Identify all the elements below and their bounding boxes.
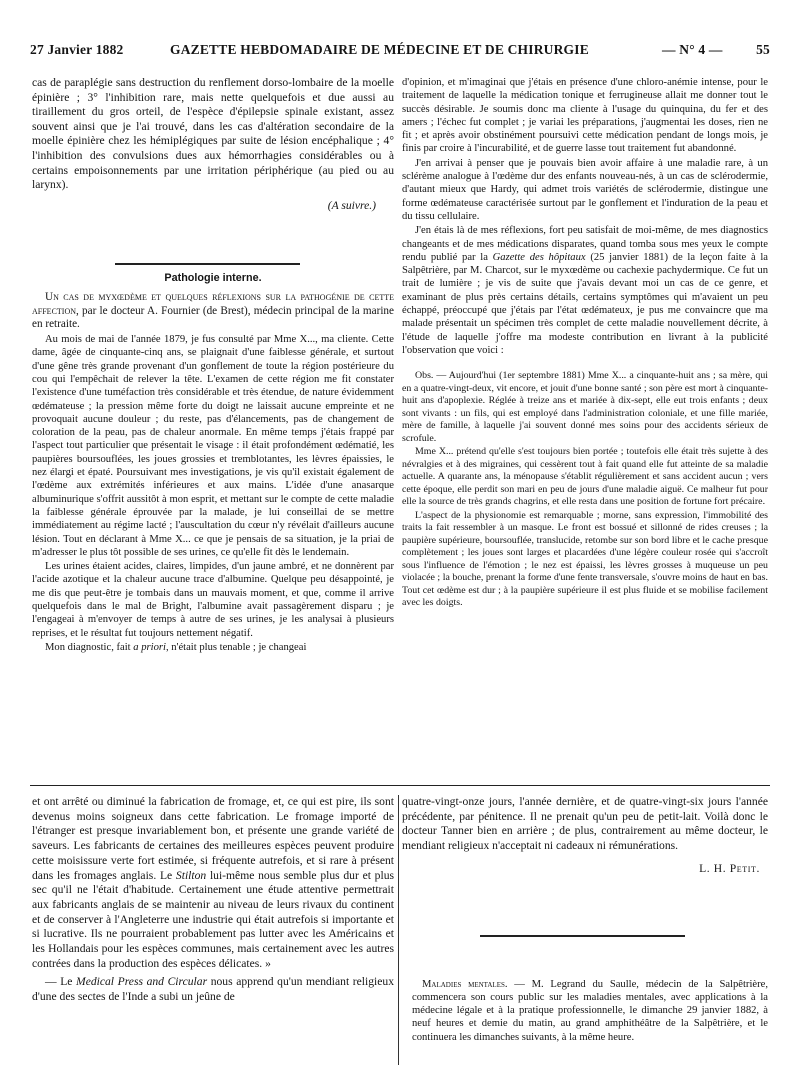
header-issue-number: — N° 4 — <box>662 42 723 57</box>
section-divider <box>115 263 300 265</box>
observation-paragraph-1: Obs. — Aujourd'hui (1er septembre 1881) Mme X... a cinquante-huit ans ; sa mère, qui en a quatre-vingt-deux, vit encore, et jouit d'une bonne santé ; son père est mort à cinquante-huit ans d'apoplexie. Réglée à treize ans et mariée à dix-sept, elle eut trois enfants ; deux sont vivants : un fils, qui est employé dans l'administration coloniale, et une fille mariée, mère de famille, à laquelle j'ai souvent donné mes soins pour des accidents sérieux de scrofule. <box>402 370 768 444</box>
article-author: par le docteur A. Fournier (de Brest), médecin principal de la marine en retraite. <box>32 304 394 331</box>
left-column-bottom <box>32 795 394 1006</box>
right-column-bottom <box>402 795 768 877</box>
header-date: 27 Janvier 1882 <box>30 42 124 57</box>
paragraph-text: Mon diagnostic, fait <box>45 641 134 653</box>
author-signature: L. H. Petit. <box>699 861 760 875</box>
paragraph-text: — Le <box>45 975 77 989</box>
header-title: GAZETTE HEBDOMADAIRE DE MÉDECINE ET DE CHIRURGIE <box>170 42 589 57</box>
article-paragraph-2: Les urines étaient acides, claires, limpides, d'un jaune ambré, et ne donnèrent par l'acide azotique et la chaleur aucune trace d'albumine. Quelque peu désappointé, je me dis que peut-être je tombais dans un mauvais moment, et que, comme il arrive quelquefois dans le mal de Bright, l'albumine avait passagèrement disparu ; je l'engageai à m'envoyer de temps à autre de ses urines, je les analysai à plusieurs reprises, et le résultat fut toujours nettement négatif. <box>32 561 394 639</box>
page-divider <box>30 785 770 786</box>
paragraph-text: , n'était plus tenable ; je changeai <box>165 641 307 653</box>
running-header <box>30 40 770 62</box>
news-item-label: Maladies mentales. <box>422 978 508 990</box>
paragraph-text: nous apprend qu'un mendiant religieux d'une des sectes de l'Inde a subi un jeûne de <box>32 975 394 1004</box>
article-paragraph-5: J'en arrivai à penser que je pouvais bien avoir affaire à une maladie rare, à un sclérème analogue à l'œdème dur des enfants nouveau-nés, à un cas de sclérodermie, d'autant mieux que Hardy, qui admet trois variétés de sclérodermie, distingue une forme œdémateuse caractérisée surtout par le gonflement et l'induration de la peau et du tissu cellulaire. <box>402 157 768 222</box>
right-column-top <box>402 76 768 611</box>
journal-title: Medical Press and Circular <box>76 975 208 989</box>
news-item-maladies-mentales <box>412 978 768 1044</box>
article-paragraph-1: Au mois de mai de l'année 1879, je fus consulté par Mme X..., ma cliente. Cette dame, âgée de cinquante-cinq ans, se plaignait d'une faiblesse générale, et surtout d'une gêne très grande provenant d'un gonflement de toute la région postérieure du cou qui l'empêchait de relever la tête. L'examen de cette région me fit constater l'existence d'une tuméfaction très considérable et très étendue, de nature évidemment œdémateuse ; la pression même forte du doigt ne laissait aucune empreinte et ne provoquait aucune douleur ; du reste, pas d'élancements, pas de changement de coloration de la peau, pas de chaleur anormale. En même temps j'étais frappé par l'aspect tout particulier que présentait le visage : il était profondément œdématié, les paupières boursouflées, les joues grossies et tremblotantes, les lèvres épaissies, le nez élargi et épaté. Poursuivant mes investigations, je vis qu'il existait également de l'œdème aux extrémités inférieures et aux mains. L'idée d'une anasarque albuminurique s'offrit aussitôt à mon esprit, et mettant sur le compte de cette maladie la faiblesse générale éprouvée par la malade, je lui conseillai de se mettre immédiatement au régime lacté ; l'auscultation du cœur n'y révélait d'ailleurs aucune lésion. Tout en déclarant à Mme X... ce que je pensais de sa situation, je la priai de m'adresser le plus tôt possible de ses urines, ce qu'elle fit dès le lendemain. <box>32 334 394 558</box>
italic-text: a priori <box>133 641 166 653</box>
article-title-main: Un cas de myxœdème et quelques réflexions sur la pathogénie de cette affection, <box>32 291 394 317</box>
header-page-number: 55 <box>756 42 770 57</box>
left-column-article <box>32 272 394 655</box>
article-paragraph-3 <box>32 641 394 654</box>
column-divider <box>398 795 399 1065</box>
observation-block <box>402 370 768 610</box>
article-paragraph-6 <box>402 224 768 357</box>
italic-text: Stilton <box>175 868 207 882</box>
paragraph-text: et ont arrêté ou diminué la fabrication de fromage, et, ce qui est pire, ils sont devenus moins soigneux dans cette fabrication. Le fromage importé de l'étranger est presque invariablement bon, et présente une grande variété de saveurs. Les fabricants de certaines des meilleures espèces peuvent produire cette moisissure verte fort estimée, si fréquente autrefois, et si rare à présent dans les fromages anglais. Le <box>32 795 394 882</box>
continuation-paragraph: cas de paraplégie sans destruction du renflement dorso-lombaire de la moelle épinière ; 3° l'inhibition rare, mais nette quelquefois et due aussi au tiraillement du gros orteil, de l'espèce d'épilepsie spinale existant, assez souvent ainsi que je l'ai trouvé, dans les cas d'altération secondaire de la moelle épinière chez les hémiplégiques par suite de lésion encéphalique ; 4° l'inhibition des convulsions dues aux hémorrhagies considérables ou à certains empoisonnements par une irritation périphérique (au pied ou au larynx). <box>32 76 394 192</box>
paragraph-text: lui-même nous semble plus dur et plus sec qu'il ne l'était d'habitude. Certainement une étude attentive permettrait aux fabricants anglais de se maintenir au niveau de leurs rivaux du continent et de conserver à l'Angleterre une industrie qui était autrefois si importante et si lucrative. Ils ne pourraient probablement pas lutter avec les Américains et les Hollandais pour les espèces communes, mais certainement avec les autres contrées dans la production des espèces délicates. » <box>32 868 394 970</box>
cheese-paragraph <box>32 795 394 971</box>
italic-text: Gazette des hôpitaux <box>492 251 586 263</box>
news-item-text: — M. Legrand du Saulle, médecin de la Salpêtrière, commencera son cours public sur les maladies mentales, avec applications à la médecine légale et à la pratique professionnelle, le dimanche 29 janvier 1882, à neuf heures et demie du matin, au grand amphithéâtre de la Salpêtrière, et le continuera les dimanches suivants, à la même heure. <box>412 978 768 1043</box>
news-divider <box>480 935 685 937</box>
article-title <box>32 291 394 332</box>
section-heading: Pathologie interne. <box>164 272 262 284</box>
paragraph-text: J'en étais là de mes réflexions, fort peu satisfait de moi-même, de mes diagnostics changeants et de mes médications disparates, quand tomba sous mes yeux le compte rendu publié par la <box>402 225 768 263</box>
to-be-continued: (A suivre.) <box>327 198 376 212</box>
article-paragraph-4: d'opinion, et m'imaginai que j'étais en présence d'une chloro-anémie intense, pour le traitement de laquelle la médication tonique et ferrugineuse allait me donner tout le succès désirable. Je soumis donc ma cliente à l'usage du quinquina, du fer et des amers ; l'échec fut complet ; je variai les préparations, j'augmentai les doses, rien ne fit ; et après avoir obstinément poursuivi cette médication pendant de longs mois, je finis par croire à l'incurabilité, et de guerre lasse tout traitement fut abandonné. <box>402 77 768 155</box>
fasting-paragraph: quatre-vingt-onze jours, l'année dernière, et de quatre-vingt-six jours l'année précédente, par pénitence. Il ne prenait qu'un peu de petit-lait. Voilà donc le docteur Tanner bien en arrière ; de plus, contrairement au même docteur, le mendiant religieux n'acceptait ni cadeaux ni rémunérations. <box>402 795 768 853</box>
observation-paragraph-2: Mme X... prétend qu'elle s'est toujours bien portée ; toutefois elle était très sujette à des névralgies et à des migraines, qui cessèrent tout à fait quand elle fut atteinte de sa maladie actuelle. A quarante ans, la ménopause s'établit régulièrement et sans accident aucun ; vers cette époque, elle perdit son mari en peu de jours d'une maladie aiguë. Ce malheur fut pour elle la source de très grands chagrins, et elle resta dans une position de fortune fort précaire. <box>402 446 768 508</box>
mendicant-paragraph <box>32 975 394 1004</box>
observation-paragraph-3: L'aspect de la physionomie est remarquable ; morne, sans expression, l'immobilité des traits la fait ressembler à un masque. Le front est bossué et sillonné de rides creuses ; la paupière supérieure, boursouflée, translucide, retombe sur son bord libre et le cache presque complètement ; les joues sont larges et placardées d'une légère couleur rosée qui s'accroît sous l'influence de l'émotion ; le nez est épaissi, les lèvres grosses à muqueuse un peu violacée ; la bouche, prenant la forme d'une fente transversale, s'ouvre moins de haut en bas. Tout cet œdème est dur ; à la paupière supérieure il est plus fluide et se mobilise facilement avec les doigts. <box>402 509 768 609</box>
paragraph-text: (25 janvier 1881) de la leçon faite à la Salpêtrière, par M. Charcot, sur le myxœdème ou cachexie pachydermique. Ce fut un trait de lumière ; je vis de suite que j'avais devant moi un cas de ce genre, et examinant de plus près certains détails, certains symptômes qui m'avaient un peu échappé, préoccupé que j'étais par l'état œdémateux, je pus me convaincre que ma malade présentait un spécimen très complet de cette maladie nouvellement décrite, à l'étude de laquelle j'offre ma modeste contribution en livrant à la publicité l'observation que voici : <box>402 251 768 356</box>
left-column-top <box>32 76 394 213</box>
